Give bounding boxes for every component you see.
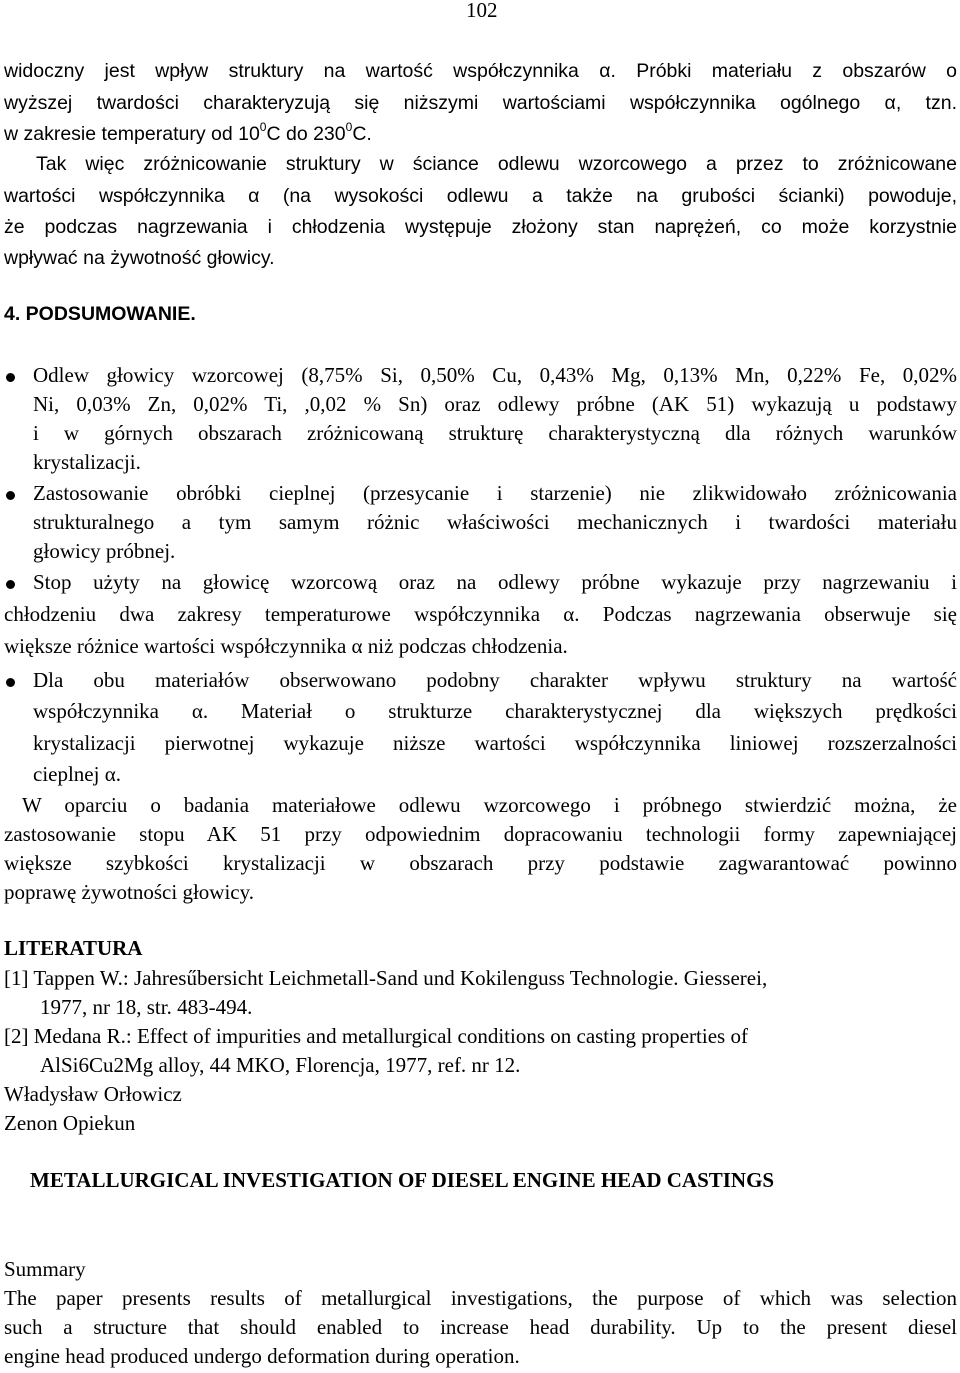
bullet-icon xyxy=(6,491,15,500)
text-line: engine head produced undergo deformation during operation. xyxy=(4,1344,520,1368)
text-line: głowicy próbnej. xyxy=(33,539,176,563)
text-line: Tak więc zróżnicowanie struktury w ściance odlewu wzorcowego a przez to zróżnicowane xyxy=(36,153,957,175)
text-line: większe różnice wartości współczynnika α niż podczas chłodzenia. xyxy=(4,634,568,658)
text-line: poprawę żywotności głowicy. xyxy=(4,880,254,904)
text-line: wartości współczynnika α (na wysokości odlewu a także na grubości ścianki) powoduje, xyxy=(4,185,957,207)
text-line: Stop użyty na głowicę wzorcową oraz na odlewy próbne wykazuje przy nagrzewaniu i xyxy=(33,570,957,594)
literature-heading: LITERATURA xyxy=(4,936,143,960)
reference-line: AlSi6Cu2Mg alloy, 44 MKO, Florencja, 1977, ref. nr 12. xyxy=(40,1053,521,1077)
text-line: Odlew głowicy wzorcowej (8,75% Si, 0,50% Cu, 0,43% Mg, 0,13% Mn, 0,22% Fe, 0,02% xyxy=(33,363,957,387)
text-line: Dla obu materiałów obserwowano podobny charakter wpływu struktury na wartość xyxy=(33,668,957,692)
summary-heading: Summary xyxy=(4,1257,86,1281)
section-heading: 4. PODSUMOWANIE. xyxy=(4,303,196,325)
author-name: Władysław Orłowicz xyxy=(4,1082,182,1106)
reference-line: 1977, nr 18, str. 483-494. xyxy=(40,995,253,1019)
english-title: METALLURGICAL INVESTIGATION OF DIESEL ENGINE HEAD CASTINGS xyxy=(30,1168,775,1192)
reference-line: [2] Medana R.: Effect of impurities and metallurgical conditions on casting properties of xyxy=(4,1024,748,1048)
text-line: chłodzeniu dwa zakresy temperaturowe współczynnika α. Podczas nagrzewania obserwuje się xyxy=(4,602,957,626)
text-line: cieplnej α. xyxy=(33,762,121,786)
bullet-icon xyxy=(6,373,15,382)
text-line: większe szybkości krystalizacji w obszarach przy podstawie zagwarantować powinno xyxy=(4,851,957,875)
text-line: krystalizacji pierwotnej wykazuje niższe wartości współczynnika liniowej rozszerzalności xyxy=(33,731,957,755)
text-line: Ni, 0,03% Zn, 0,02% Ti, ,0,02 % Sn) oraz odlewy próbne (AK 51) wykazują u podstawy xyxy=(33,392,957,416)
text-line: że podczas nagrzewania i chłodzenia występuje złożony stan naprężeń, co może korzystnie xyxy=(4,216,957,238)
text-line: W oparciu o badania materiałowe odlewu wzorcowego i próbnego stwierdzić można, że xyxy=(22,793,957,817)
text-line: strukturalnego a tym samym różnic właściwości mechanicznych i twardości materiału xyxy=(33,510,957,534)
text-line: widoczny jest wpływ struktury na wartość współczynnika α. Próbki materiału z obszarów o xyxy=(4,60,957,82)
text-line: such a structure that should enabled to increase head durability. Up to the present diesel xyxy=(4,1315,957,1339)
text-line-temperature: w zakresie temperatury od $10^0C$ do $230^0C$. xyxy=(4,119,372,145)
text-line: zastosowanie stopu AK 51 przy odpowiednim dopracowaniu technologii formy zapewniającej xyxy=(4,822,957,846)
text-line: Zastosowanie obróbki cieplnej (przesycanie i starzenie) nie zlikwidowało zróżnicowania xyxy=(33,481,957,505)
author-name: Zenon Opiekun xyxy=(4,1111,136,1135)
bullet-icon xyxy=(6,678,15,687)
text-line: The paper presents results of metallurgical investigations, the purpose of which was selection xyxy=(4,1286,957,1310)
text-line: wyższej twardości charakteryzują się niższymi wartościami współczynnika ogólnego α, tzn. xyxy=(4,92,957,114)
reference-line: [1] Tappen W.: Jahresűbersicht Leichmetall-Sand und Kokilenguss Technologie. Giesserei, xyxy=(4,966,768,990)
text-line: współczynnika α. Materiał o strukturze charakterystycznej dla większych prędkości xyxy=(33,699,957,723)
text-line: wpływać na żywotność głowicy. xyxy=(4,247,275,269)
text-line: krystalizacji. xyxy=(33,450,141,474)
page-number: 102 xyxy=(466,0,498,22)
text-line: i w górnych obszarach zróżnicowaną strukturę charakterystyczną dla różnych warunków xyxy=(33,421,957,445)
bullet-icon xyxy=(6,580,15,589)
